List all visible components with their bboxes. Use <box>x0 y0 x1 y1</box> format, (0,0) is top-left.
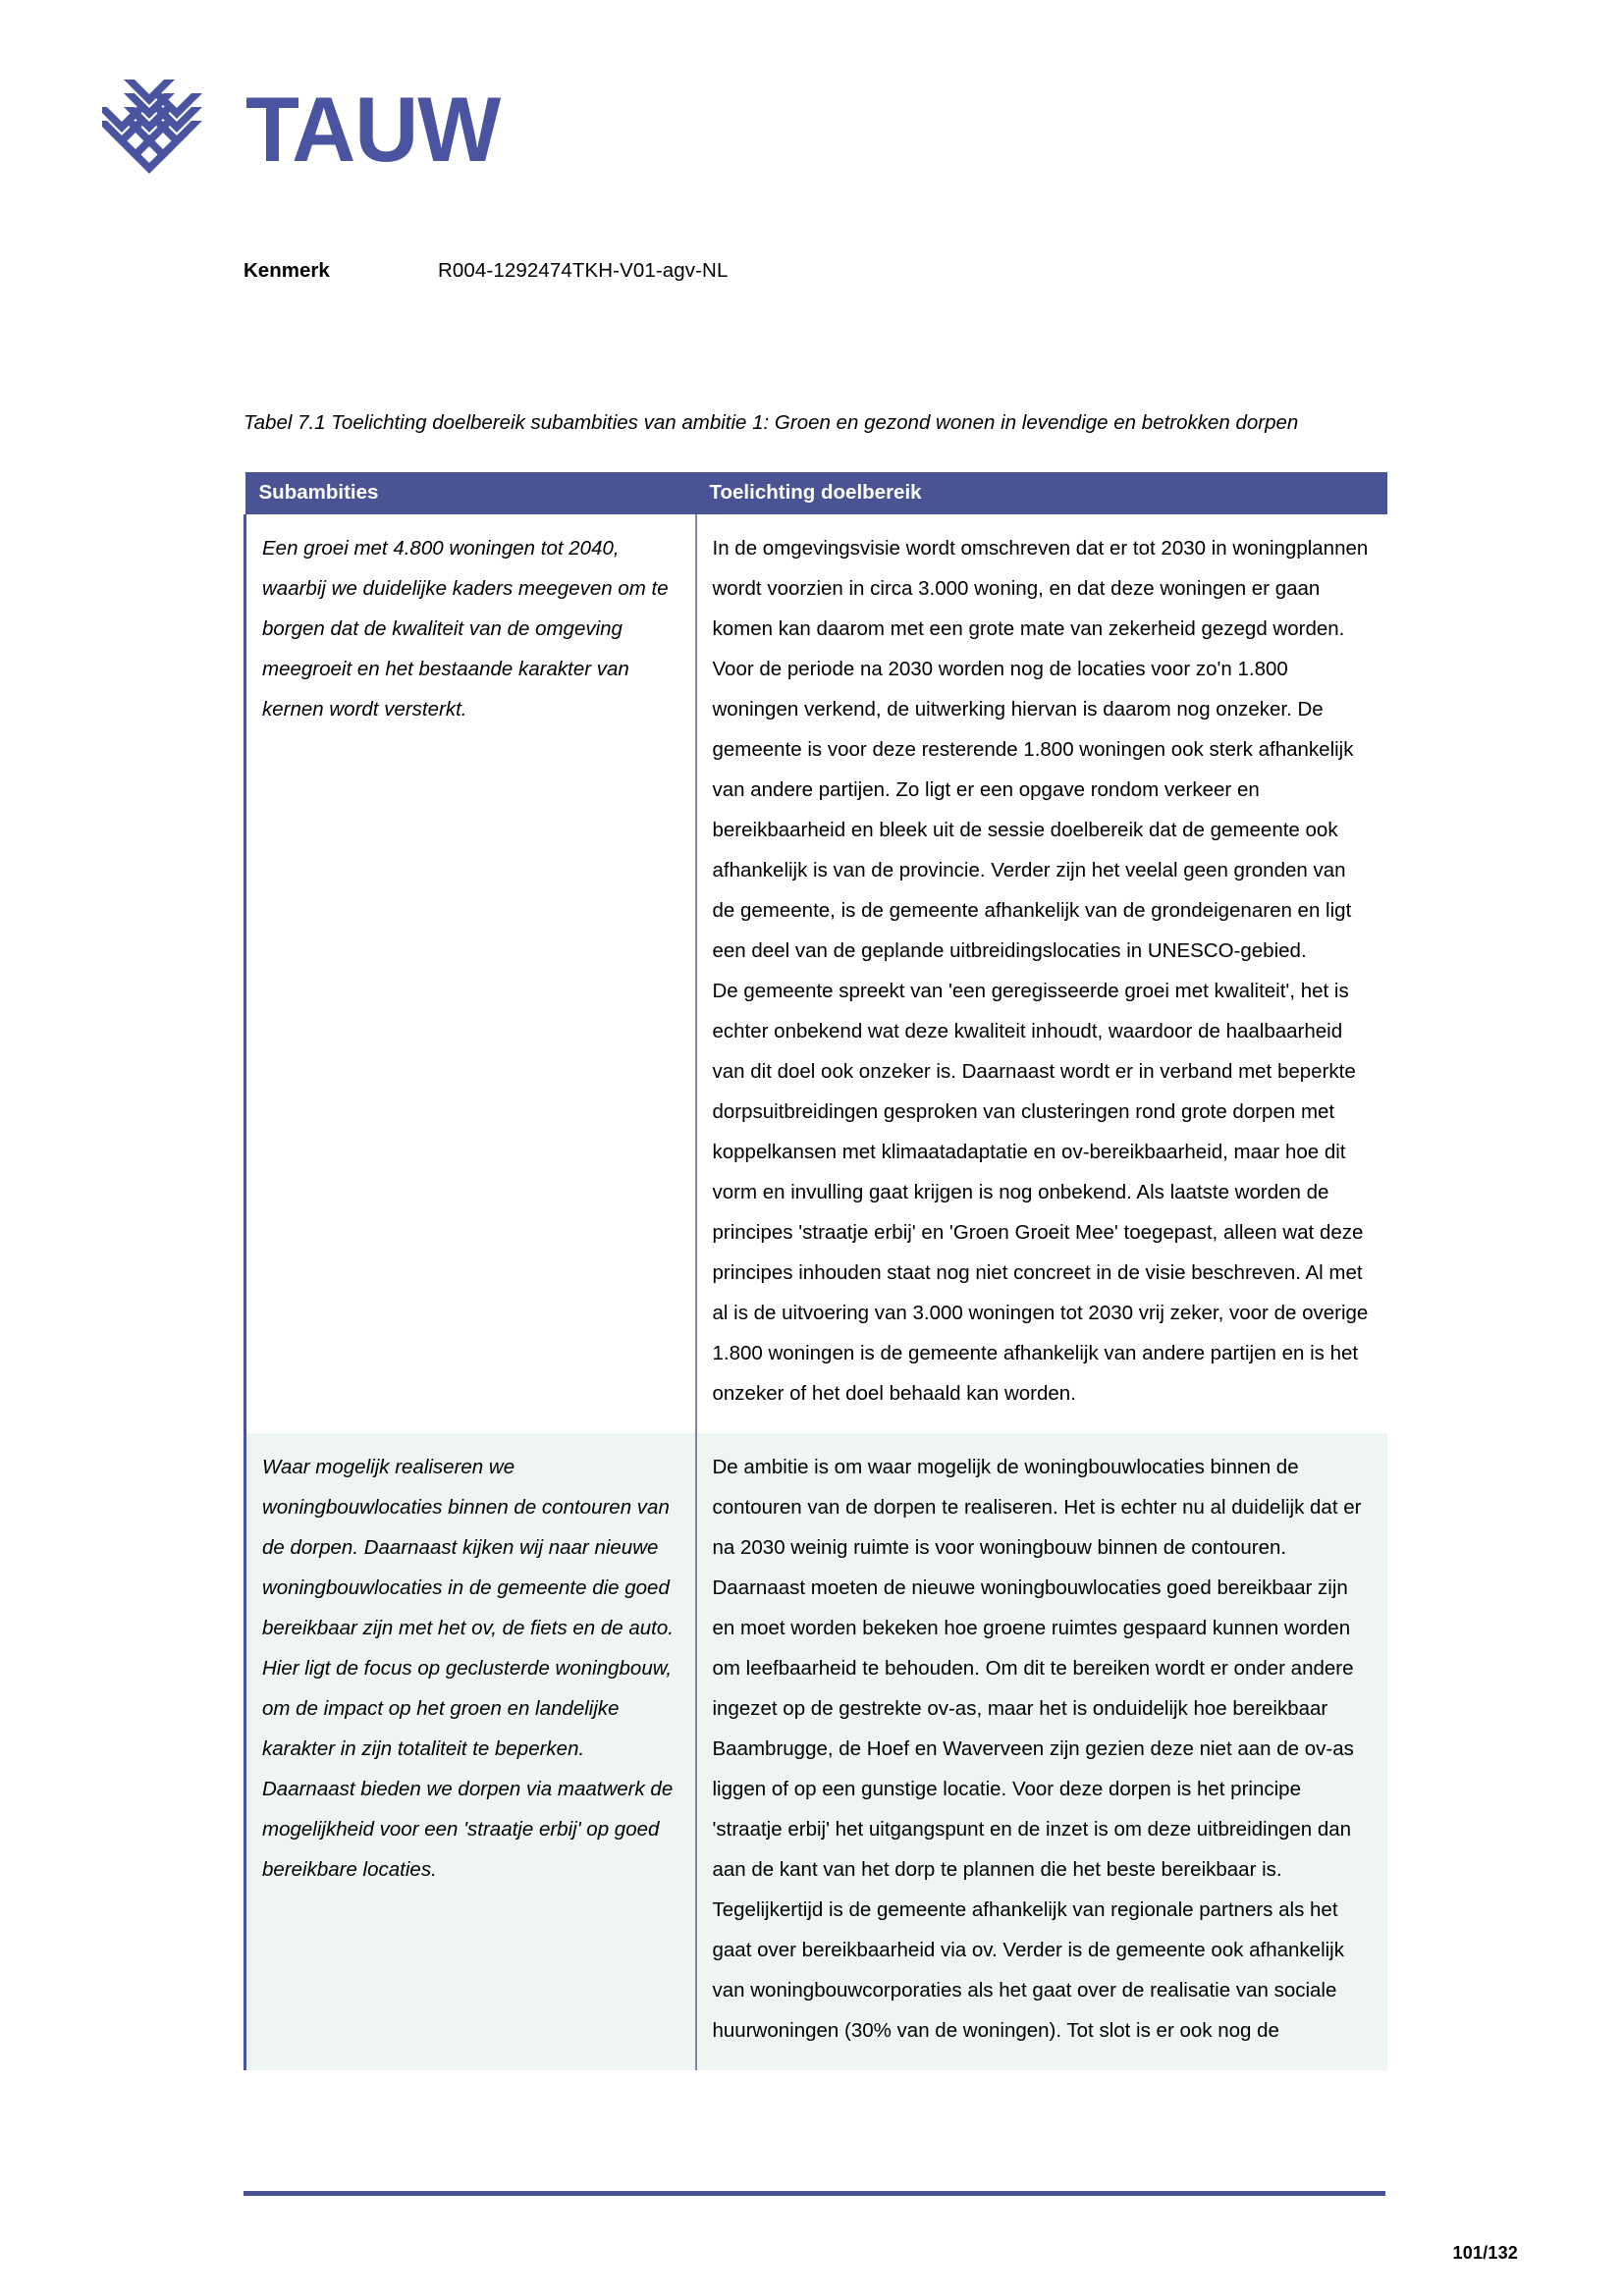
page-number: 101/132 <box>1452 2243 1518 2263</box>
toelichting-paragraph: De ambitie is om waar mogelijk de woningbouwlocaties binnen de contouren van de dorpen te realiseren. Het is echter nu al duidelijk dat er na 2030 weinig ruimte is voor woningbouw binnen de contouren. Daarnaast moeten de nieuwe woningbouwlocaties goed bereikbaar zijn en moet worden bekeken hoe groene ruimtes gespaard kunnen worden om leefbaarheid te behouden. Om dit te bereiken wordt er onder andere ingezet op de gestrekte ov-as, maar het is onduidelijk hoe bereikbaar Baambrugge, de Hoef en Waverveen zijn gezien deze niet aan de ov-as liggen of op een gunstige locatie. Voor deze dorpen is het principe 'straatje erbij' het uitgangspunt en de inzet is om deze uitbreidingen dan aan de kant van het dorp te plannen die het beste bereikbaar is. Tegelijkertijd is de gemeente afhankelijk van regionale partners als het gaat over bereikbaarheid via ov. Verder is de gemeente ook afhankelijk van woningbouwcorporaties als het gaat over de realisatie van sociale huurwoningen (30% van de woningen). Tot slot is er ook nog de <box>712 1455 1362 2042</box>
tauw-logo <box>102 77 500 185</box>
kenmerk-value: R004-1292474TKH-V01-agv-NL <box>438 259 729 282</box>
tauw-wordmark: TAUW <box>245 79 501 182</box>
doelbereik-table <box>244 472 1387 2070</box>
table-row <box>245 514 1387 1433</box>
cell-subambitie <box>245 1433 696 2070</box>
cell-toelichting <box>696 514 1387 1433</box>
table-caption: Tabel 7.1 Toelichting doelbereik subambities van ambitie 1: Groen en gezond wonen in levendige en betrokken dorpen <box>244 411 1299 434</box>
table-header-row <box>245 472 1387 514</box>
toelichting-paragraph: In de omgevingsvisie wordt omschreven dat er tot 2030 in woningplannen wordt voorzien in circa 3.000 woning, en dat deze woningen er gaan komen kan daarom met een grote mate van zekerheid gezegd worden. Voor de periode na 2030 worden nog de locaties voor zo'n 1.800 woningen verkend, de uitwerking hiervan is daarom nog onzeker. De gemeente is voor deze resterende 1.800 woningen ook sterk afhankelijk van andere partijen. Zo ligt er een opgave rondom verkeer en bereikbaarheid en bleek uit de sessie doelbereik dat de gemeente ook afhankelijk is van de provincie. Verder zijn het veelal geen gronden van de gemeente, is de gemeente afhankelijk van de grondeigenaren en ligt een deel van de geplande uitbreidingslocaties in UNESCO-gebied. <box>712 536 1369 962</box>
cell-subambitie <box>245 514 696 1433</box>
column-header-toelichting: Toelichting doelbereik <box>696 472 1387 514</box>
kenmerk-label: Kenmerk <box>244 259 330 282</box>
toelichting-paragraph: De gemeente spreekt van 'een geregisseerde groei met kwaliteit', het is echter onbekend wat deze kwaliteit inhoudt, waardoor de haalbaarheid van dit doel ook onzeker is. Daarnaast wordt er in verband met beperkte dorpsuitbreidingen gesproken van clusteringen rond grote dorpen met koppelkansen met klimaatadaptatie en ov-bereikbaarheid, maar hoe dit vorm en invulling gaat krijgen is nog onbekend. Als laatste worden de principes 'straatje erbij' en 'Groen Groeit Mee' toegepast, alleen wat deze principes inhouden staat nog niet concreet in de visie beschreven. Al met al is de uitvoering van 3.000 woningen tot 2030 vrij zeker, voor de overige 1.800 woningen is de gemeente afhankelijk van andere partijen en is het onzeker of het doel behaald kan worden. <box>712 979 1369 1405</box>
tauw-chevron-logo-icon <box>102 78 218 184</box>
table-body <box>245 514 1387 2070</box>
table-row <box>245 1433 1387 2070</box>
column-header-subambities: Subambities <box>245 472 696 514</box>
subambitie-text: Een groei met 4.800 woningen tot 2040, waarbij we duidelijke kaders meegeven om te borgen dat de kwaliteit van de omgeving meegroeit en het bestaande karakter van kernen wordt versterkt. <box>262 536 669 721</box>
table-head <box>245 472 1387 514</box>
subambitie-text: Waar mogelijk realiseren we woningbouwlocaties binnen de contouren van de dorpen. Daarnaast kijken wij naar nieuwe woningbouwlocaties in de gemeente die goed bereikbaar zijn met het ov, de fiets en de auto. Hier ligt de focus op geclusterde woningbouw, om de impact op het groen en landelijke karakter in zijn totaliteit te beperken. Daarnaast bieden we dorpen via maatwerk de mogelijkheid voor een 'straatje erbij' op goed bereikbare locaties. <box>262 1455 674 1881</box>
cell-toelichting <box>696 1433 1387 2070</box>
kenmerk-row <box>244 259 728 284</box>
table-bottom-rule <box>244 2191 1385 2196</box>
